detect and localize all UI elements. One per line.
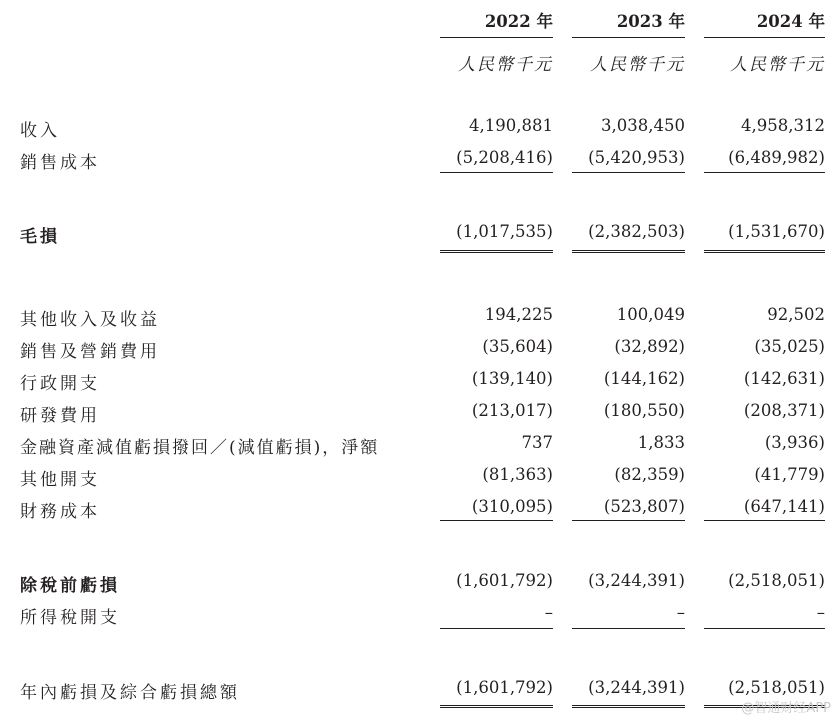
- table-row: [0, 603, 835, 631]
- row-label: 行政開支: [20, 374, 100, 394]
- header-rule: [704, 37, 825, 38]
- row-label: 其他收入及收益: [20, 310, 160, 330]
- value-2024: –: [816, 603, 825, 622]
- subtotal-rule: [704, 520, 825, 521]
- value-2024: (41,779): [754, 465, 825, 484]
- total-double-rule: [440, 250, 553, 256]
- watermark: @智通财经APP: [741, 701, 831, 716]
- subtotal-rule: [440, 520, 553, 521]
- value-2023: (2,382,503): [588, 222, 685, 241]
- table-row: [0, 337, 835, 365]
- year-header-2022: 2022 年: [484, 12, 553, 31]
- value-2022: 194,225: [484, 305, 553, 324]
- header-rule: [572, 37, 685, 38]
- row-label: 研發費用: [20, 406, 100, 426]
- subtotal-rule: [572, 628, 685, 629]
- table-row: [0, 465, 835, 493]
- value-2022: (81,363): [482, 465, 553, 484]
- row-label: 財務成本: [20, 502, 100, 522]
- row-label: 除稅前虧損: [20, 576, 120, 596]
- value-2023: 1,833: [637, 433, 685, 452]
- value-2023: (5,420,953): [588, 148, 685, 167]
- value-2024: (2,518,051): [728, 678, 825, 697]
- subtotal-rule: [704, 172, 825, 173]
- value-2024: 4,958,312: [741, 116, 825, 135]
- header-rule: [440, 37, 553, 38]
- value-2022: (213,017): [471, 401, 553, 420]
- value-2023: (180,550): [603, 401, 685, 420]
- row-label: 其他開支: [20, 470, 100, 490]
- year-header-2023: 2023 年: [616, 12, 685, 31]
- value-2022: –: [544, 603, 553, 622]
- value-2024: (3,936): [764, 433, 825, 452]
- row-label: 收入: [20, 121, 60, 141]
- table-row: [0, 369, 835, 397]
- value-2022: (1,601,792): [456, 571, 553, 590]
- table-row: [0, 401, 835, 429]
- value-2024: (1,531,670): [728, 222, 825, 241]
- value-2024: (208,371): [743, 401, 825, 420]
- value-2022: 737: [521, 433, 553, 452]
- value-2024: (2,518,051): [728, 571, 825, 590]
- value-2024: (647,141): [743, 497, 825, 516]
- subtotal-rule: [440, 628, 553, 629]
- total-double-rule: [704, 250, 825, 256]
- value-2022: (310,095): [471, 497, 553, 516]
- value-2023: (3,244,391): [588, 571, 685, 590]
- subtotal-rule: [440, 172, 553, 173]
- year-header-2024: 2024 年: [756, 12, 825, 31]
- subtotal-rule: [572, 172, 685, 173]
- value-2024: (35,025): [754, 337, 825, 356]
- value-2024: (142,631): [743, 369, 825, 388]
- unit-header: 人民幣千元: [590, 55, 685, 75]
- unit-header: 人民幣千元: [730, 55, 825, 75]
- subtotal-rule: [572, 520, 685, 521]
- value-2023: (523,807): [603, 497, 685, 516]
- value-2023: (3,244,391): [588, 678, 685, 697]
- value-2022: (1,017,535): [456, 222, 553, 241]
- value-2023: (144,162): [603, 369, 685, 388]
- value-2023: 3,038,450: [601, 116, 685, 135]
- value-2024: 92,502: [767, 305, 825, 324]
- value-2022: (139,140): [471, 369, 553, 388]
- value-2022: (1,601,792): [456, 678, 553, 697]
- subtotal-rule: [704, 628, 825, 629]
- value-2022: (5,208,416): [456, 148, 553, 167]
- table-row: [0, 116, 835, 144]
- value-2023: 100,049: [616, 305, 685, 324]
- total-double-rule: [572, 705, 685, 711]
- table-row: [0, 222, 835, 250]
- row-label: 毛損: [20, 227, 60, 247]
- row-label: 年內虧損及綜合虧損總額: [20, 683, 240, 703]
- unit-header: 人民幣千元: [458, 55, 553, 75]
- value-2023: –: [676, 603, 685, 622]
- table-row: [0, 678, 835, 706]
- row-label: 金融資產減值虧損撥回／(減值虧損)，淨額: [20, 438, 380, 458]
- value-2023: (82,359): [614, 465, 685, 484]
- table-row: [0, 571, 835, 599]
- value-2023: (32,892): [614, 337, 685, 356]
- value-2022: (35,604): [482, 337, 553, 356]
- table-row: [0, 305, 835, 333]
- row-label: 所得稅開支: [20, 608, 120, 628]
- value-2024: (6,489,982): [728, 148, 825, 167]
- total-double-rule: [572, 250, 685, 256]
- value-2022: 4,190,881: [469, 116, 553, 135]
- total-double-rule: [440, 705, 553, 711]
- row-label: 銷售成本: [20, 153, 100, 173]
- row-label: 銷售及營銷費用: [20, 342, 160, 362]
- table-row: [0, 433, 835, 461]
